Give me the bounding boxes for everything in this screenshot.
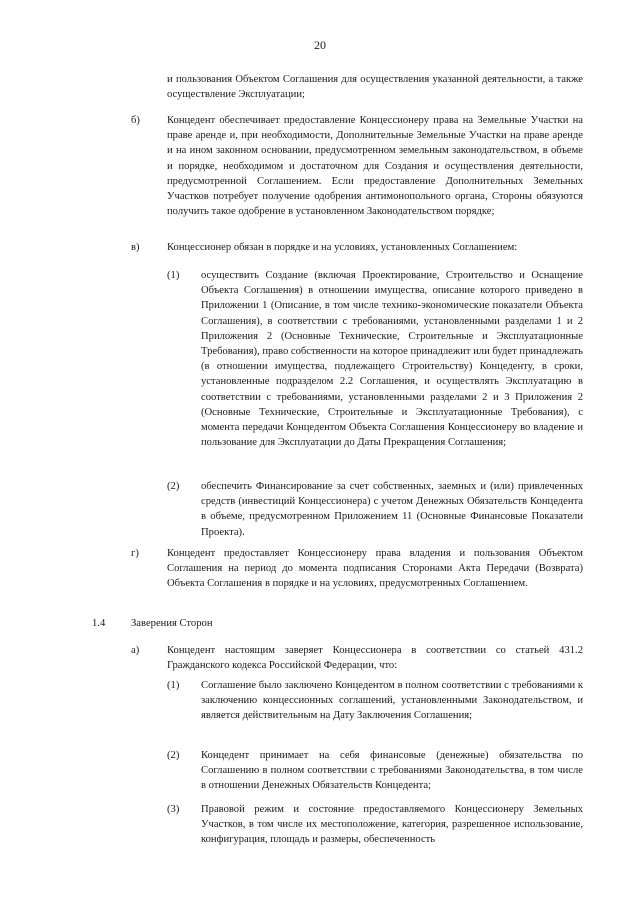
subitem-text-v1: осуществить Создание (включая Проектирование, Строительство и Оснащение Объекта Соглашения) в отношении имущества, описание которого приведено в Приложении 1 (Описание, в том числе технико-экономические показатели Объекта Соглашения), в соответствии с требованиями, установленными разделами 1 и 2 Приложения 2 (Основные Технические, Строительные и Эксплуатационные Требования), право собственности на которое принадлежит или будет принадлежать (в отношении имущества, подлежащего Строительству) Концеденту, в сроки, установленные подразделом 2.2 Соглашения, и осуществлять Эксплуатацию в соответствии с требованиями, установленными разделами 2 и 3 Приложения 2 (Основные Технические, Строительные и Эксплуатационные Требования), с момента передачи Концедентом Объекта Соглашения Концессионеру во владение и пользование для Эксплуатации до Даты Прекращения Соглашения; [201,270,583,449]
subitem-label-a1: (1) [167,680,180,691]
subitem-text-a3: Правовой режим и состояние предоставляемого Концессионеру Земельных Участков, в том числе их местоположение, категория, разрешенное использование, конфигурация, площадь и размеры, обеспеченность [201,804,583,846]
section-item-label-a: а) [131,645,140,656]
item-text-v: Концессионер обязан в порядке и на условиях, установленных Соглашением: [167,242,518,253]
page-number: 20 [314,38,326,52]
section-number: 1.4 [92,618,106,629]
subitem-text-v2: обеспечить Финансирование за счет собственных, заемных и (или) привлеченных средств (инвестиций Концессионера) с учетом Денежных Обязательств Концедента в объеме, предусмотренном Приложением 11 (Основные Финансовые Показатели Проекта). [201,481,583,538]
subitem-text-a2: Концедент принимает на себя финансовые (денежные) обязательства по Соглашению в полном соответствии с требованиями Законодательства, в том числе в отношении Денежных Обязательств Концедента; [201,750,583,792]
subitem-label-v1: (1) [167,270,180,281]
item-label-g: г) [131,548,139,559]
item-text-b: Концедент обеспечивает предоставление Концессионеру права на Земельные Участки на праве аренде и, при необходимости, Дополнительные Земельные Участки на праве аренде и на ином законном основании, предусмотренном земельным законодательством, в объеме и порядке, необходимом и достаточном для Создания и осуществления деятельности, предусмотренной Соглашением. Если предоставление Дополнительных Земельных Участков потребует получение одобрения антимонопольного органа, Стороны обязуются получить такое одобрение в установленном Законодательством порядке; [167,115,583,218]
continuation-paragraph: и пользования Объектом Соглашения для осуществления указанной деятельности, а также осуществление Эксплуатации; [167,74,583,101]
subitem-label-a2: (2) [167,750,180,761]
item-text-g: Концедент предоставляет Концессионеру права владения и пользования Объектом Соглашения на период до момента подписания Сторонами Акта Передачи (Возврата) Объекта Соглашения в порядке и на условиях, предусмотренных Соглашением. [167,548,583,590]
subitem-text-a1: Соглашение было заключено Концедентом в полном соответствии с требованиями к заключению концессионных соглашений, установленными Законодательством, и является действительным на Дату Заключения Соглашения; [201,680,583,722]
item-label-v: в) [131,242,140,253]
section-item-text-a: Концедент настоящим заверяет Концессионера в соответствии со статьей 431.2 Гражданского кодекса Российской Федерации, что: [167,645,583,672]
subitem-label-v2: (2) [167,481,180,492]
subitem-label-a3: (3) [167,804,180,815]
section-title: Заверения Сторон [131,618,213,629]
item-label-b: б) [131,115,140,126]
